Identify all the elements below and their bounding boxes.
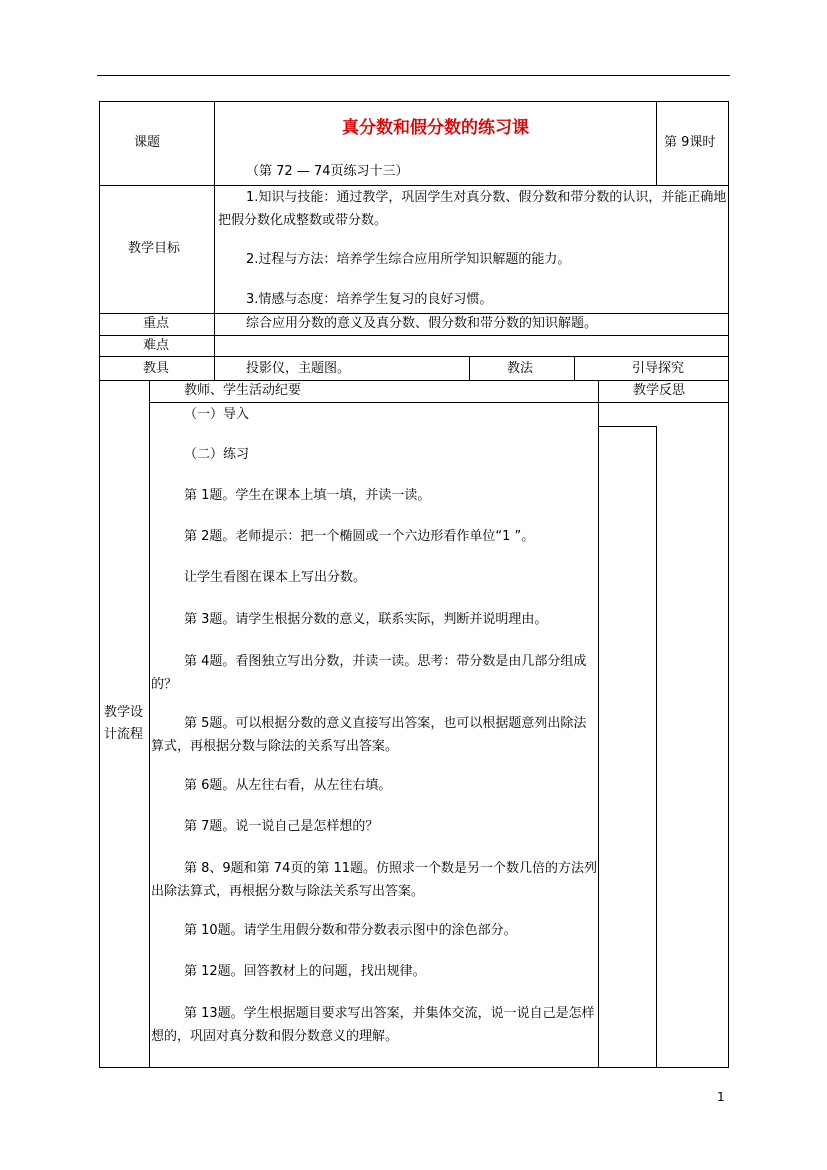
tools-label: 教具 [143,361,170,376]
reflection-header: 教学反思 [633,383,686,398]
header-rule [97,75,730,76]
process-line-q2b: 让学生看图在课本上写出分数。 [184,570,367,585]
process-line-q12: 第 12题。回答教材上的问题，找出规律。 [184,964,426,979]
process-label-line2: 计流程 [104,727,144,742]
process-line-q13: 第 13题。学生根据题目要求写出答案，并集体交流，说一说自己是怎样想的，巩固对真分数和假分数意义的理解。 [151,1006,595,1044]
process-line-intro: （一）导入 [184,407,250,422]
key-point-text: 综合应用分数的意义及真分数、假分数和带分数的知识解题。 [246,316,598,331]
method-text: 引导探究 [632,361,685,376]
process-line-q7: 第 7题。说一说自己是怎样想的？ [184,819,379,834]
lesson-pages: （第 72 — 74页练习十三） [246,164,409,179]
activities-header: 教师、学生活动纪要 [184,383,302,398]
process-line-practice: （二）练习 [184,447,250,462]
process-line-q5: 第 5题。可以根据分数的意义直接写出答案，也可以根据题意列出除法算式，再根据分数与除法的关系写出答案。 [151,716,587,754]
objectives-label: 教学目标 [128,241,181,256]
page-number: 1 [717,1090,725,1104]
objective-knowledge: 1.知识与技能：通过教学，巩固学生对真分数、假分数和带分数的认识，并能正确地把假分数化成整数或带分数。 [218,190,727,228]
process-line-q6: 第 6题。从左往右看，从左往右填。 [184,778,392,793]
process-line-q3: 第 3题。请学生根据分数的意义，联系实际，判断并说明理由。 [184,612,548,627]
lesson-title: 真分数和假分数的练习课 [342,118,529,138]
lesson-period: 第 9课时 [664,135,716,150]
process-line-q2: 第 2题。老师提示：把一个椭圆或一个六边形看作单位“1 ”。 [184,529,535,544]
objective-attitude: 3.情感与态度：培养学生复习的良好习惯。 [246,292,493,307]
objective-process: 2.过程与方法：培养学生综合应用所学知识解题的能力。 [246,252,571,267]
process-line-q8-9: 第 8、9题和第 74页的第 11题。仿照求一个数是另一个数几倍的方法列出除法算式，再根据分数与除法关系写出答案。 [151,861,598,899]
difficulty-label: 难点 [143,338,170,353]
process-line-q10: 第 10题。请学生用假分数和带分数表示图中的涂色部分。 [184,923,517,938]
tools-text: 投影仪，主题图。 [246,361,351,376]
process-line-q1: 第 1题。学生在课本上填一填，并读一读。 [184,488,431,503]
process-label-line1: 教学设 [104,705,144,720]
process-line-q4: 第 4题。看图独立写出分数，并读一读。思考：带分数是由几部分组成的？ [151,654,587,692]
key-point-label: 重点 [143,316,170,331]
method-label: 教法 [507,361,534,376]
lesson-topic-label: 课题 [134,135,161,150]
